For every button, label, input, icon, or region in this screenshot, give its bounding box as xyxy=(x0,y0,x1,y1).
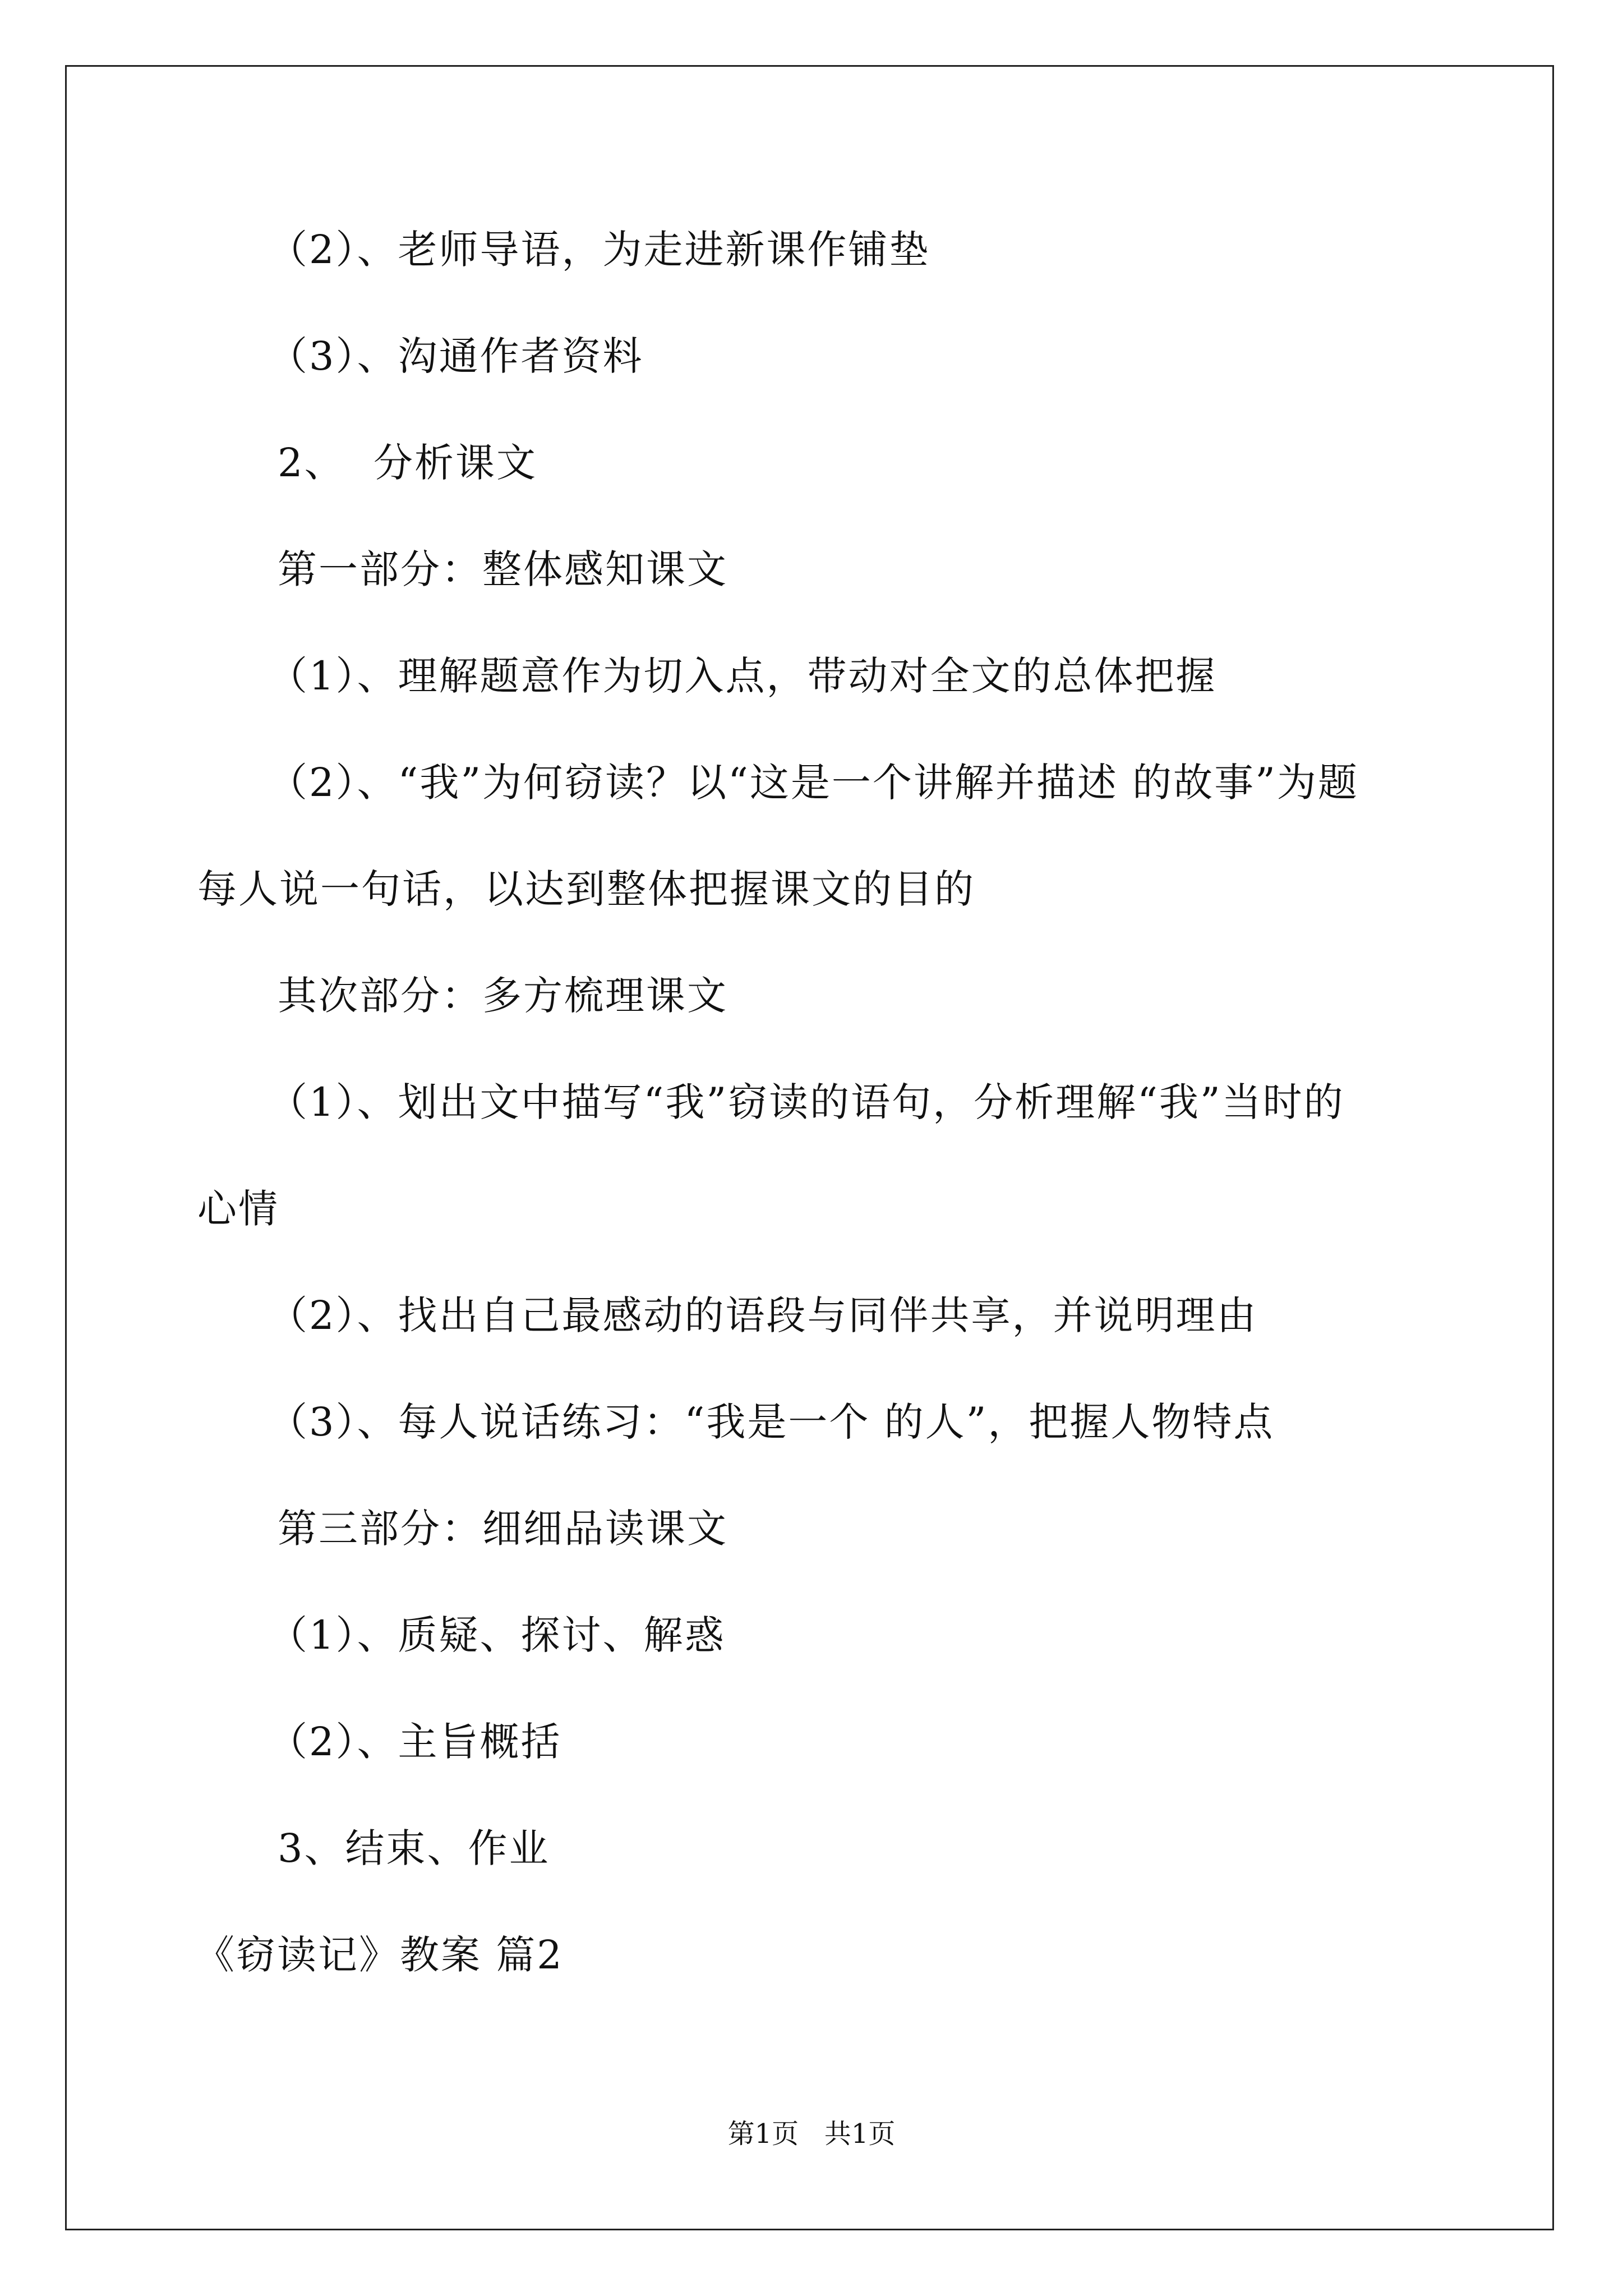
article-title: 《窃读记》教案 篇2 xyxy=(195,1932,564,1978)
text-line: （2）、主旨概括 xyxy=(268,1719,562,1765)
text-line: 2、 分析课文 xyxy=(278,440,538,486)
text-line: 心情 xyxy=(197,1186,279,1232)
text-line: （3）、每人说话练习：“我是一个 的人”，把握人物特点 xyxy=(268,1399,1275,1445)
text-line: （1）、理解题意作为切入点，带动对全文的总体把握 xyxy=(268,653,1217,699)
page-footer: 第1页 共1页 xyxy=(727,2118,896,2150)
text-line: （2）、找出自己最感动的语段与同伴共享，并说明理由 xyxy=(268,1292,1258,1338)
section-heading: 第三部分：细细品读课文 xyxy=(278,1506,728,1552)
section-heading: 第一部分：整体感知课文 xyxy=(278,546,728,592)
text-line: 3、结束、作业 xyxy=(278,1825,550,1871)
text-line: 每人说一句话，以达到整体把握课文的目的 xyxy=(197,866,975,912)
text-line: （1）、划出文中描写“我”窃读的语句，分析理解“我”当时的 xyxy=(268,1079,1345,1125)
text-line: （2）、老师导语，为走进新课作铺垫 xyxy=(268,227,930,273)
text-line: （2）、“我”为何窃读？以“这是一个讲解并描述 的故事”为题 xyxy=(268,760,1359,806)
section-heading: 其次部分：多方梳理课文 xyxy=(278,973,728,1019)
text-line: （1）、质疑、探讨、解惑 xyxy=(268,1612,726,1658)
text-line: （3）、沟通作者资料 xyxy=(268,333,644,379)
page-border xyxy=(65,65,1554,2230)
